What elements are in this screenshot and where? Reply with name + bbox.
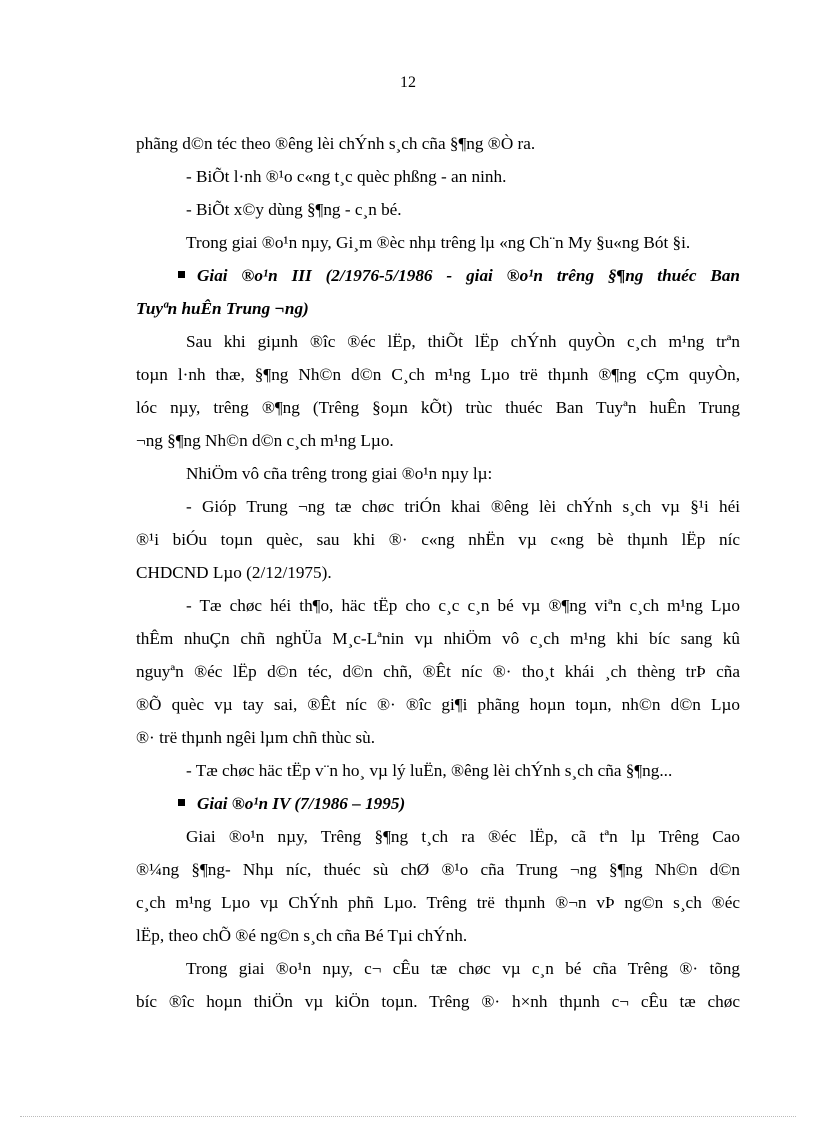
text-line: Sau khi giµnh ®îc ®éc lËp, thiÕt lËp chÝnh quyÒn c¸ch m¹ng trªn <box>186 332 740 351</box>
text-line: lËp, theo chÕ ®é ng©n s¸ch cña Bé Tµi chÝnh. <box>136 926 468 945</box>
text-line: phãng d©n téc theo ®êng lèi chÝnh s¸ch cña §¶ng ®Ò ra. <box>136 134 536 153</box>
text-line: ®¼ng §¶ng- Nhµ níc, thuéc sù chØ ®¹o cña Trung ¬ng §¶ng Nh©n d©n <box>136 860 740 879</box>
text-line: ®· trë thµnh ngêi lµm chñ thùc sù. <box>136 728 376 747</box>
text-line: thÊm nhuÇn chñ nghÜa M¸c-Lªnin vµ nhiÖm vô c¸ch m¹ng khi bíc sang kû <box>136 629 740 648</box>
section-heading-iii-cont: Tuyªn huÊn Trung ¬ng) <box>136 299 309 318</box>
text-line: toµn l·nh thæ, §¶ng Nh©n d©n C¸ch m¹ng Lµo trë thµnh ®¶ng cÇm quyÒn, <box>136 365 740 384</box>
section-heading-iv: Giai ®o¹n IV (7/1986 – 1995) <box>136 788 740 820</box>
text-line: CHDCND Lµo (2/12/1975). <box>136 563 332 582</box>
text-line: ¬ng §¶ng Nh©n d©n c¸ch m¹ng Lµo. <box>136 431 394 450</box>
text-line: NhiÖm vô cña trêng trong giai ®o¹n nµy lµ: <box>186 464 493 483</box>
section-heading-iii: Giai ®o¹n III (2/1976-5/1986 - giai ®o¹n trêng §¶ng thuéc Ban <box>136 260 740 292</box>
page-number: 12 <box>400 74 416 91</box>
text-line: ®¹i biÓu toµn quèc, sau khi ®· c«ng nhËn vµ c«ng bè thµnh lËp níc <box>136 530 740 549</box>
text-line: - Tæ chøc héi th¶o, häc tËp cho c¸c c¸n bé vµ ®¶ng viªn c¸ch m¹ng Lµo <box>186 596 740 615</box>
text-line: - BiÕt l·nh ®¹o c«ng t¸c quèc phßng - an ninh. <box>186 167 507 186</box>
text-line: Trong giai ®o¹n nµy, c¬ cÊu tæ chøc vµ c¸n bé cña Trêng ®· tõng <box>186 959 740 978</box>
bullet-icon <box>178 799 185 806</box>
text-line: - Gióp Trung ¬ng tæ chøc triÓn khai ®êng lèi chÝnh s¸ch vµ §¹i héi <box>186 497 740 516</box>
text-line: Trong giai ®o¹n nµy, Gi¸m ®èc nhµ trêng lµ «ng Ch¨n My §u«ng Bót §i. <box>186 233 691 252</box>
text-line: nguyªn ®éc lËp d©n téc, d©n chñ, ®Êt níc ®· tho¸t khái ¸ch thèng trÞ cña <box>136 662 740 681</box>
text-line: - Tæ chøc häc tËp v¨n ho¸ vµ lý luËn, ®êng lèi chÝnh s¸ch cña §¶ng... <box>186 761 673 780</box>
text-line: Giai ®o¹n nµy, Trêng §¶ng t¸ch ra ®éc lËp, cã tªn lµ Trêng Cao <box>186 827 740 846</box>
bullet-icon <box>178 271 185 278</box>
text-line: c¸ch m¹ng Lµo vµ ChÝnh phñ Lµo. Trêng trë thµnh ®¬n vÞ ng©n s¸ch ®éc <box>136 893 740 912</box>
text-line: - BiÕt x©y dùng §¶ng - c¸n bé. <box>186 200 402 219</box>
text-line: ®Õ quèc vµ tay sai, ®Êt níc ®· ®îc gi¶i phãng hoµn toµn, nh©n d©n Lµo <box>136 695 740 714</box>
text-line: bíc ®îc hoµn thiÖn vµ kiÖn toµn. Trêng ®· h×nh thµnh c¬ cÊu tæ chøc <box>136 992 740 1011</box>
page-bottom-rule <box>20 1116 796 1117</box>
text-line: lóc nµy, trêng ®¶ng (Trêng §oµn kÕt) trùc thuéc Ban Tuyªn huÊn Trung <box>136 398 740 417</box>
